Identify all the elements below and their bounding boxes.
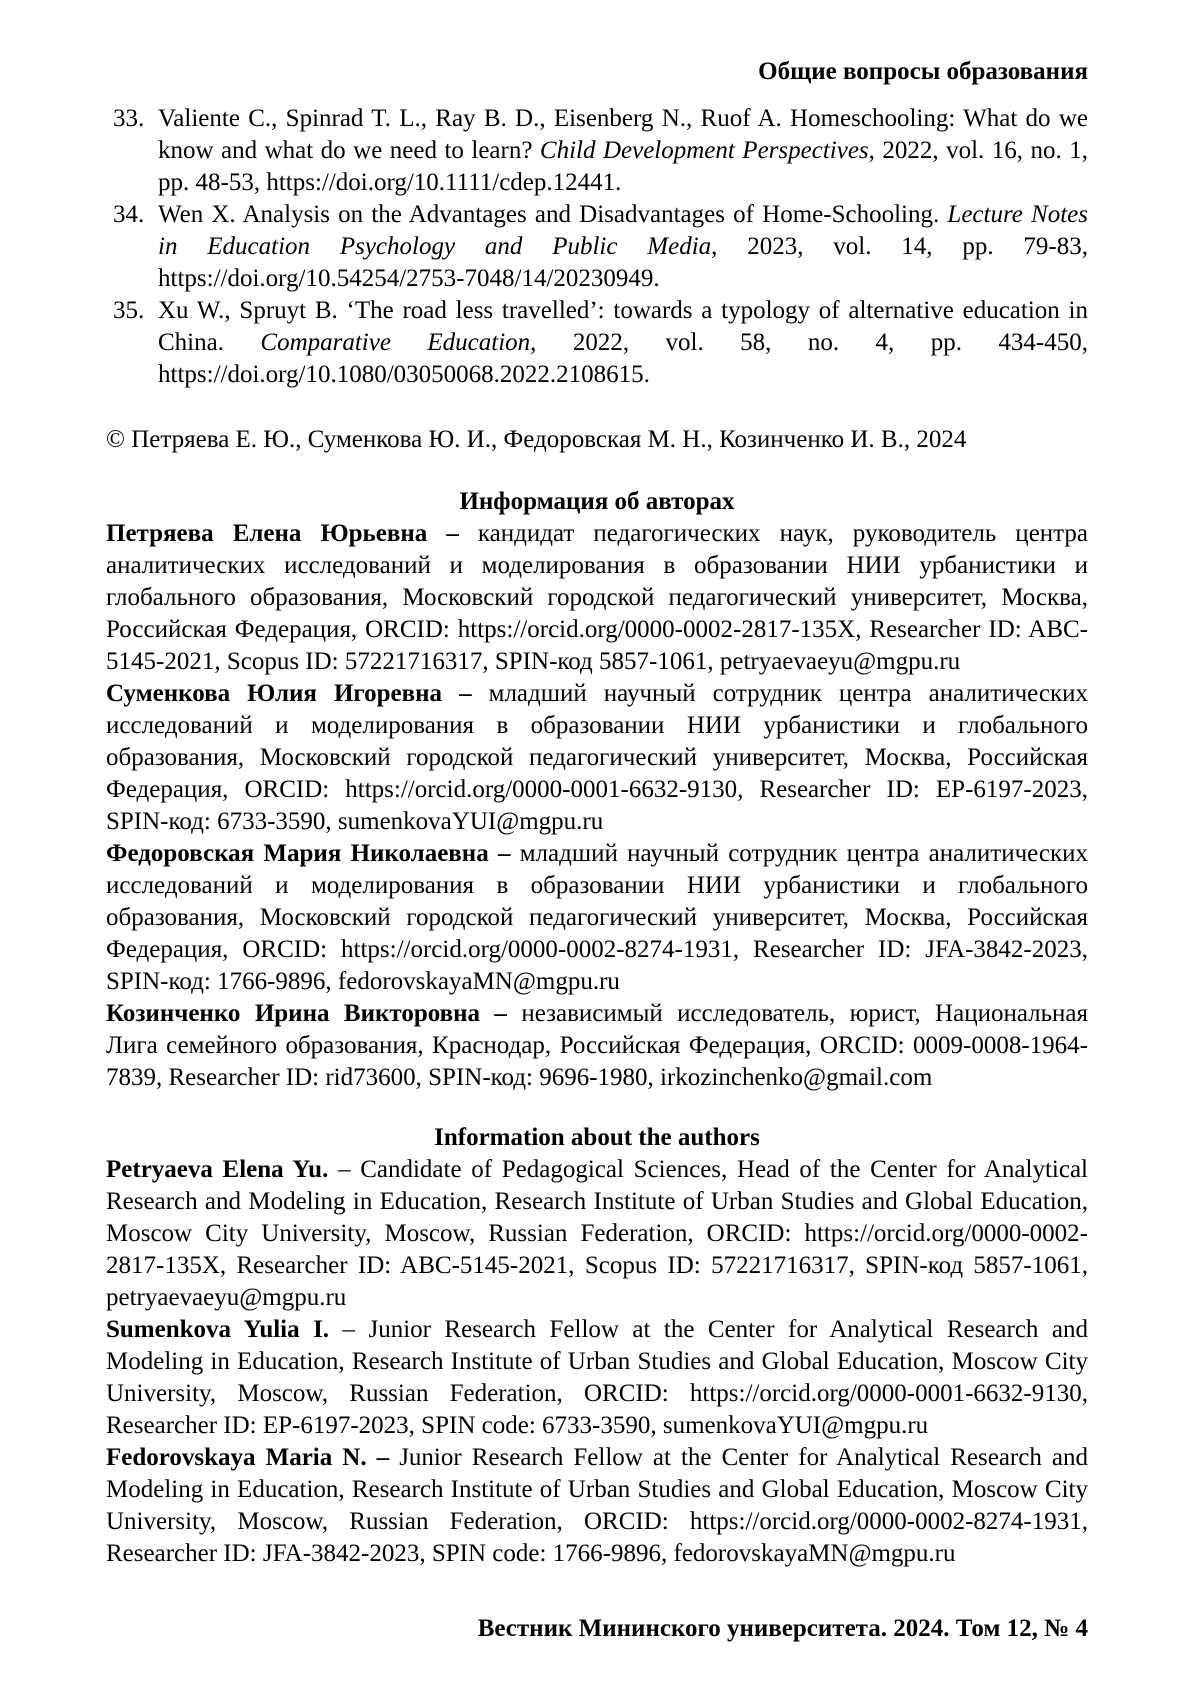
author-entry: Fedorovskaya Maria N. – Junior Research Fellow at the Center for Analytical Research and Modeling in Education, Research Institute of Urban Studies and Global Education, Moscow City University, Moscow, Russian Federation, ORCID: https://orcid.org/0000-0002-8274-1931, Researcher ID: JFA-3842-2023, SPIN code: 1766-9896, fedorovskayaMN@mgpu.ru bbox=[106, 1444, 1088, 1567]
reference-item bbox=[106, 199, 1088, 295]
reference-text: Wen X. Analysis on the Advantages and Disadvantages of Home-Schooling. Lecture Notes in Education Psychology and Public Media, 2023, vol. 14, pp. 79-83, https://doi.org/10.54254/2753-7048/14/20230949. bbox=[158, 201, 1088, 292]
author-entry: Sumenkova Yulia I. – Junior Research Fellow at the Center for Analytical Research and Modeling in Education, Research Institute of Urban Studies and Global Education, Moscow City University, Moscow, Russian Federation, ORCID: https://orcid.org/0000-0001-6632-9130, Researcher ID: EP-6197-2023, SPIN code: 6733-3590, sumenkovaYUI@mgpu.ru bbox=[106, 1316, 1088, 1439]
author-entry: Петряева Елена Юрьевна – кандидат педагогических наук, руководитель центра аналитических исследований и моделирования в образовании НИИ урбанистики и глобального образования, Московский городской педагогический университет, Москва, Российская Федерация, ORCID: https://orcid.org/0000-0002-2817-135X, Researcher ID: ABC-5145-2021, Scopus ID: 57221716317, SPIN-код 5857-1061, petryaevaeyu@mgpu.ru bbox=[106, 520, 1088, 675]
author-entry: Федоровская Мария Николаевна – младший научный сотрудник центра аналитических исследований и моделирования в образовании НИИ урбанистики и глобального образования, Московский городской педагогический университет, Москва, Российская Федерация, ORCID: https://orcid.org/0000-0002-8274-1931, Researcher ID: JFA-3842-2023, SPIN-код: 1766-9896, fedorovskayaMN@mgpu.ru bbox=[106, 840, 1088, 995]
author-entry: Козинченко Ирина Викторовна – независимый исследователь, юрист, Национальная Лига семейного образования, Краснодар, Российская Федерация, ORCID: 0009-0008-1964-7839, Researcher ID: rid73600, SPIN-код: 9696-1980, irkozinchenko@gmail.com bbox=[106, 1000, 1088, 1091]
reference-list bbox=[106, 103, 1088, 391]
reference-text: Valiente C., Spinrad T. L., Ray B. D., Eisenberg N., Ruof A. Homeschooling: What do we know and what do we need to learn? Child Development Perspectives, 2022, vol. 16, no. 1, pp. 48-53, https://doi.org/10.1111/cdep.12441. bbox=[158, 105, 1088, 196]
reference-item bbox=[106, 295, 1088, 391]
author-entry: Суменкова Юлия Игоревна – младший научный сотрудник центра аналитических исследований и моделирования в образовании НИИ урбанистики и глобального образования, Московский городской педагогический университет, Москва, Российская Федерация, ORCID: https://orcid.org/0000-0001-6632-9130, Researcher ID: EP-6197-2023, SPIN-код: 6733-3590, sumenkovaYUI@mgpu.ru bbox=[106, 680, 1088, 835]
authors-en-section bbox=[106, 1154, 1088, 1570]
authors-ru-section bbox=[106, 518, 1088, 1094]
copyright-line: © Петряева Е. Ю., Суменкова Ю. И., Федоровская М. Н., Козинченко И. В., 2024 bbox=[106, 426, 967, 453]
section-heading-authors-en: Information about the authors bbox=[434, 1124, 760, 1151]
journal-footer: Вестник Мининского университета. 2024. Том 12, № 4 bbox=[477, 1615, 1088, 1642]
reference-number: 35. bbox=[113, 297, 145, 324]
section-heading-authors-ru: Информация об авторах bbox=[459, 488, 735, 515]
author-entry: Petryaeva Elena Yu. – Candidate of Pedagogical Sciences, Head of the Center for Analytical Research and Modeling in Education, Research Institute of Urban Studies and Global Education, Moscow City University, Moscow, Russian Federation, ORCID: https://orcid.org/0000-0002-2817-135X, Researcher ID: ABC-5145-2021, Scopus ID: 57221716317, SPIN-код 5857-1061, petryaevaeyu@mgpu.ru bbox=[106, 1156, 1088, 1311]
reference-number: 34. bbox=[113, 201, 145, 228]
reference-item bbox=[106, 103, 1088, 199]
reference-text: Xu W., Spruyt B. ‘The road less travelled’: towards a typology of alternative education in China. Comparative Education, 2022, vol. 58, no. 4, pp. 434-450, https://doi.org/10.1080/03050068.2022.2108615. bbox=[158, 297, 1088, 388]
running-head: Общие вопросы образования bbox=[758, 58, 1088, 85]
reference-number: 33. bbox=[113, 105, 145, 132]
